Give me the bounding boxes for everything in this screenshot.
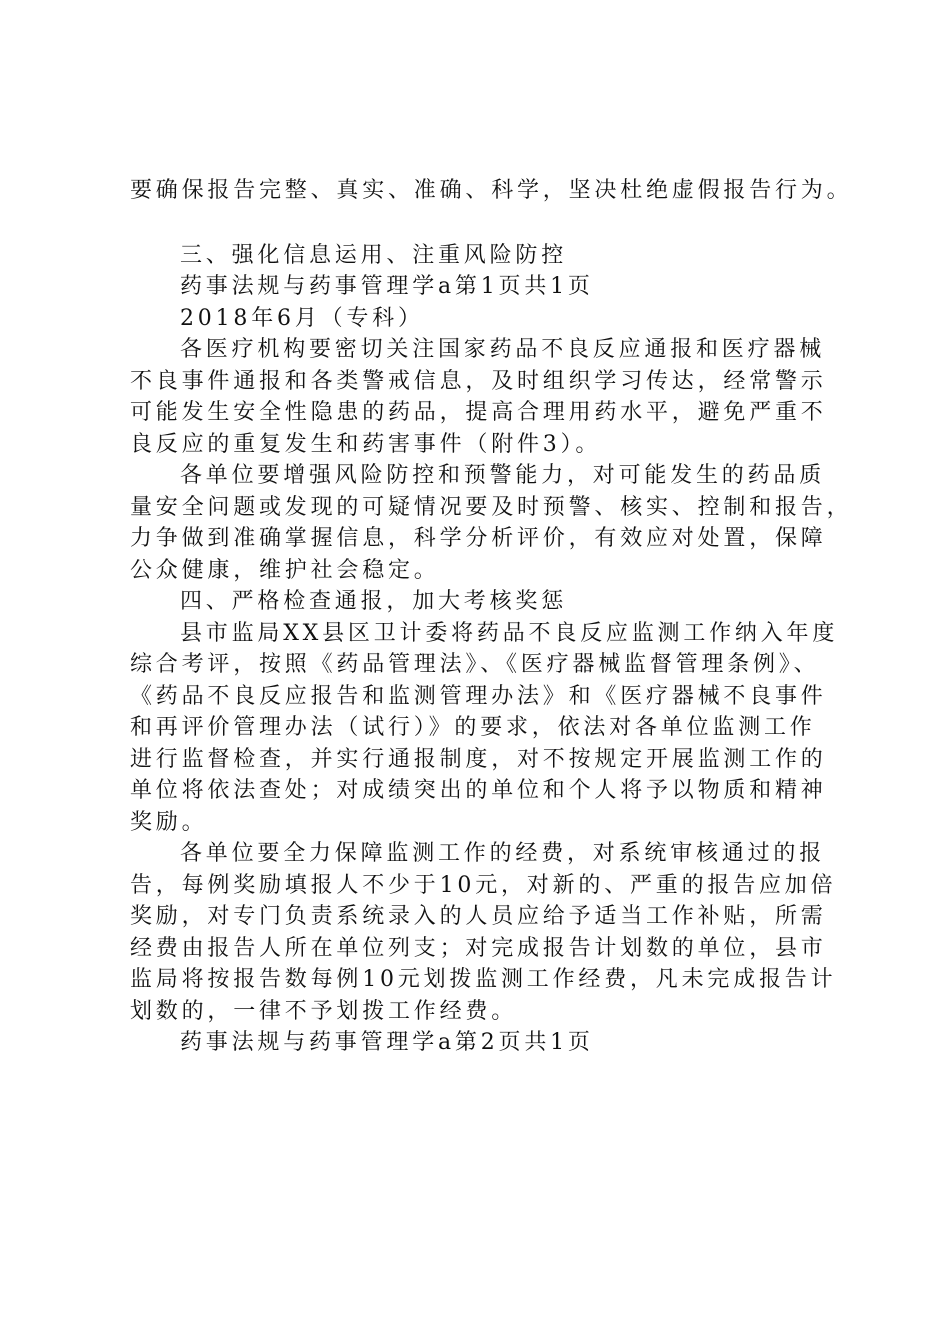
text-line: 各单位要全力保障监测工作的经费，对系统审核通过的报 (180, 841, 826, 866)
text-line: 不良事件通报和各类警戒信息，及时组织学习传达，经常警示 (130, 368, 827, 394)
text-line: 《药品不良反应报告和监测管理办法》和《医疗器械不良事件 (130, 683, 827, 709)
text-line: 和再评价管理办法（试行）》的要求，依法对各单位监测工作 (130, 715, 816, 740)
document-body (130, 175, 853, 1059)
page-footer: 药事法规与药事管理学a第1页共1页 (180, 274, 594, 299)
text-line: 经费由报告人所在单位列支；对完成报告计划数的单位，县市 (130, 935, 827, 961)
text-line: 告，每例奖励填报人不少于10元，对新的、严重的报告应加倍 (130, 872, 837, 898)
text-line: 单位将依法查处；对成绩突出的单位和个人将予以物质和精神 (130, 778, 827, 803)
text-line: 力争做到准确掌握信息，科学分析评价，有效应对处置，保障 (130, 526, 827, 551)
page-footer: 药事法规与药事管理学a第2页共1页 (180, 1030, 594, 1055)
text-line: 进行监督检查，并实行通报制度，对不按规定开展监测工作的 (130, 746, 827, 772)
text-line: 奖励。 (130, 809, 208, 835)
text-line: 量安全问题或发现的可疑情况要及时预警、核实、控制和报告， (130, 494, 853, 520)
exam-date: 2018年6月（专科） (180, 305, 424, 331)
section-heading: 四、严格检查通报，加大考核奖惩 (180, 589, 568, 614)
section-heading: 三、强化信息运用、注重风险防控 (180, 242, 568, 268)
text-line: 良反应的重复发生和药害事件（附件3）。 (130, 431, 602, 457)
text-line: 划数的，一律不予划拨工作经费。 (130, 998, 518, 1024)
text-line: 要确保报告完整、真实、准确、科学，坚决杜绝虚假报告行为。 (130, 178, 853, 203)
text-line: 奖励，对专门负责系统录入的人员应给予适当工作补贴，所需 (130, 904, 827, 929)
paragraph-gap (130, 207, 850, 240)
text-line: 公众健康，维护社会稳定。 (130, 557, 440, 583)
text-line: 综合考评，按照《药品管理法》、《医疗器械监督管理条例》、 (130, 652, 820, 677)
text-line: 监局将按报告数每例10元划拨监测工作经费，凡未完成报告计 (130, 967, 837, 992)
text-line: 县市监局XX县区卫计委将药品不良反应监测工作纳入年度 (180, 620, 839, 646)
text-line: 可能发生安全性隐患的药品，提高合理用药水平，避免严重不 (130, 400, 827, 425)
text-line: 各单位要增强风险防控和预警能力，对可能发生的药品质 (180, 463, 826, 488)
text-line: 各医疗机构要密切关注国家药品不良反应通报和医疗器械 (180, 337, 826, 362)
